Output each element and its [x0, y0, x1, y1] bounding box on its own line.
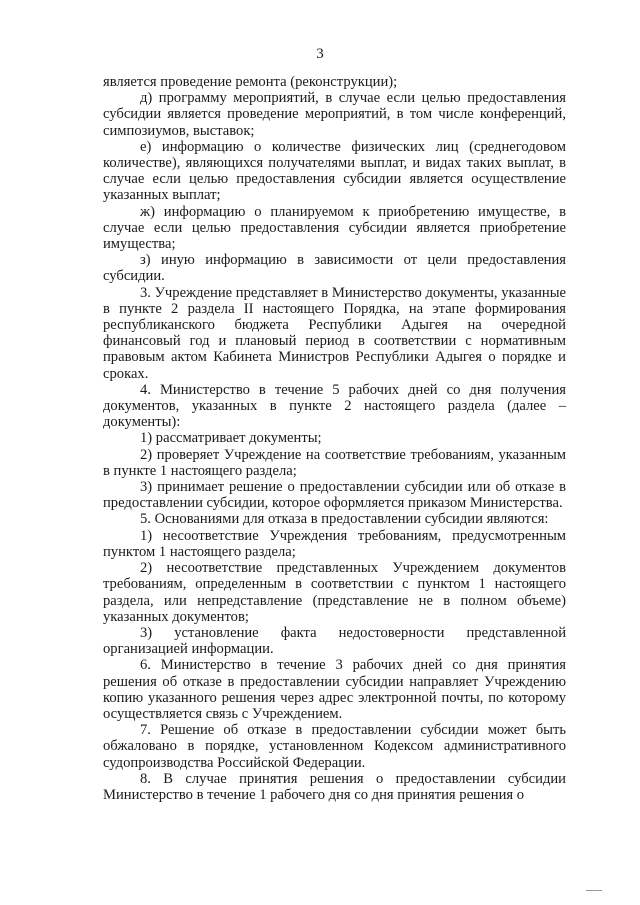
paragraph: з) иную информацию в зависимости от цели предоставления субсидии. — [103, 252, 566, 285]
paragraph: 8. В случае принятия решения о предоставлении субсидии Министерство в течение 1 рабочего дня со дня принятия решения о — [103, 770, 566, 803]
paragraph: 3. Учреждение представляет в Министерство документы, указанные в пункте 2 раздела II настоящего Порядка, на этапе формирования республиканского бюджета Республики Адыгея на очередной финансовый год и плановый период в соответствии с нормативным правовым актом Кабинета Министров Республики Адыгея о порядке и сроках. — [103, 284, 566, 382]
paragraph: 2) проверяет Учреждение на соответствие требованиям, указанным в пункте 1 настоящего раздела; — [103, 446, 566, 479]
paragraph: 5. Основаниями для отказа в предоставлении субсидии являются: — [140, 511, 549, 528]
paragraph: 3) принимает решение о предоставлении субсидии или об отказе в предоставлении субсидии, которое оформляется приказом Министерства. — [103, 479, 566, 512]
paragraph: д) программу мероприятий, в случае если целью предоставления субсидии является проведение мероприятий, в том числе конференций, симпозиумов, выставок; — [103, 90, 566, 139]
paragraph: 2) несоответствие представленных Учреждением документов требованиям, определенным в соответствии с пунктом 1 настоящего раздела, или непредставление (представление не в полном объеме) указанных документов; — [103, 560, 566, 625]
document-body — [103, 74, 566, 803]
paragraph: 4. Министерство в течение 5 рабочих дней со дня получения документов, указанных в пункте 2 настоящего раздела (далее – документы): — [103, 381, 566, 431]
paragraph: 1) несоответствие Учреждения требованиям, предусмотренным пунктом 1 настоящего раздела; — [103, 527, 566, 560]
paragraph: 3) установление факта недостоверности представленной организацией информации. — [103, 624, 566, 658]
paragraph: 1) рассматривает документы; — [140, 430, 322, 447]
paragraph: 7. Решение об отказе в предоставлении субсидии может быть обжаловано в порядке, установленном Кодексом административного судопроизводства Российской Федерации. — [103, 722, 566, 771]
paragraph: является проведение ремонта (реконструкции); — [103, 74, 398, 90]
paragraph: 6. Министерство в течение 3 рабочих дней со дня принятия решения об отказе в предоставлении субсидии направляет Учреждению копию указанного решения через адрес электронной почты, по которому осуществляется связь с Учреждением. — [103, 657, 566, 722]
paragraph: ж) информацию о планируемом к приобретению имуществе, в случае если целью предоставления субсидии является приобретение имущества; — [103, 203, 566, 253]
page-number: 3 — [316, 46, 324, 62]
paragraph: е) информацию о количестве физических лиц (среднегодовом количестве), являющихся получателями выплат, и видах таких выплат, в случае если целью предоставления субсидии является осуществление указанных выплат; — [103, 138, 566, 204]
scan-artifact — [586, 890, 602, 891]
